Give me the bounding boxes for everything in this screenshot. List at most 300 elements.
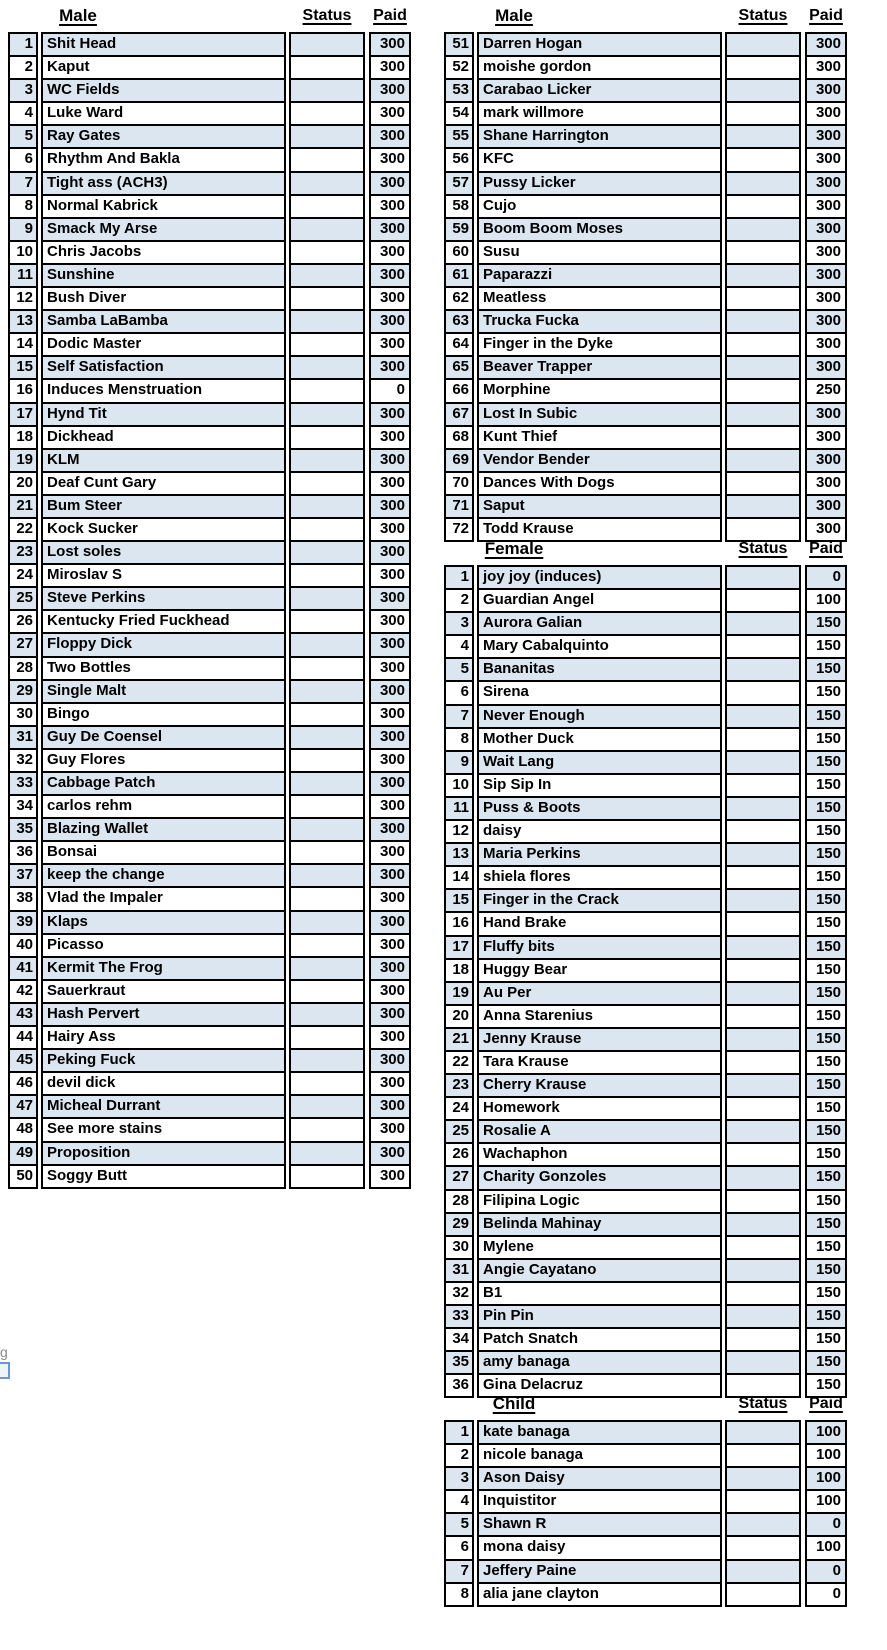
status-cell[interactable] <box>291 1119 363 1142</box>
row-number-cell[interactable]: 61 <box>446 265 472 288</box>
paid-cell[interactable]: 0 <box>807 1584 845 1605</box>
status-cell[interactable] <box>291 450 363 473</box>
status-cell[interactable] <box>727 404 799 427</box>
status-cell[interactable] <box>291 80 363 103</box>
row-number-cell[interactable]: 14 <box>10 334 36 357</box>
paid-cell[interactable]: 300 <box>371 819 409 842</box>
paid-cell[interactable]: 300 <box>371 265 409 288</box>
name-cell[interactable]: Huggy Bear <box>479 960 720 983</box>
paid-cell[interactable]: 300 <box>371 704 409 727</box>
name-cell[interactable]: Cujo <box>479 196 720 219</box>
name-cell[interactable]: Anna Starenius <box>479 1006 720 1029</box>
row-number-cell[interactable]: 2 <box>446 1445 472 1468</box>
name-cell[interactable]: Two Bottles <box>43 658 284 681</box>
row-number-cell[interactable]: 38 <box>10 888 36 911</box>
name-cell[interactable]: Hand Brake <box>479 913 720 936</box>
status-cell[interactable] <box>727 960 799 983</box>
status-cell[interactable] <box>291 149 363 172</box>
paid-cell[interactable]: 300 <box>807 173 845 196</box>
name-cell[interactable]: Hash Pervert <box>43 1004 284 1027</box>
name-cell[interactable]: Bonsai <box>43 842 284 865</box>
name-cell[interactable]: Kentucky Fried Fuckhead <box>43 611 284 634</box>
paid-cell[interactable]: 150 <box>807 1029 845 1052</box>
row-number-cell[interactable]: 29 <box>10 681 36 704</box>
status-cell[interactable] <box>291 750 363 773</box>
row-number-cell[interactable]: 56 <box>446 149 472 172</box>
name-cell[interactable]: Vendor Bender <box>479 450 720 473</box>
status-cell[interactable] <box>727 1260 799 1283</box>
row-number-cell[interactable]: 42 <box>10 981 36 1004</box>
paid-cell[interactable]: 300 <box>371 288 409 311</box>
paid-column-header[interactable]: Paid <box>809 540 843 557</box>
paid-cell[interactable]: 150 <box>807 1052 845 1075</box>
name-cell[interactable]: kate banaga <box>479 1422 720 1445</box>
name-cell[interactable]: Inquistitor <box>479 1491 720 1514</box>
row-number-cell[interactable]: 53 <box>446 80 472 103</box>
status-cell[interactable] <box>291 1027 363 1050</box>
paid-cell[interactable]: 150 <box>807 752 845 775</box>
row-number-cell[interactable]: 48 <box>10 1119 36 1142</box>
status-cell[interactable] <box>727 173 799 196</box>
status-cell[interactable] <box>291 634 363 657</box>
row-number-cell[interactable]: 6 <box>446 682 472 705</box>
row-number-cell[interactable]: 8 <box>446 1584 472 1605</box>
name-cell[interactable]: Mother Duck <box>479 729 720 752</box>
paid-cell[interactable]: 300 <box>371 1073 409 1096</box>
paid-cell[interactable]: 300 <box>807 450 845 473</box>
name-cell[interactable]: Saput <box>479 496 720 519</box>
name-cell[interactable]: Vlad the Impaler <box>43 888 284 911</box>
row-number-cell[interactable]: 21 <box>10 496 36 519</box>
name-cell[interactable]: Rosalie A <box>479 1121 720 1144</box>
paid-cell[interactable]: 300 <box>371 1096 409 1119</box>
row-number-cell[interactable]: 28 <box>446 1191 472 1214</box>
name-cell[interactable]: carlos rehm <box>43 796 284 819</box>
status-cell[interactable] <box>291 658 363 681</box>
paid-cell[interactable]: 300 <box>371 427 409 450</box>
status-cell[interactable] <box>727 34 799 57</box>
row-number-cell[interactable]: 25 <box>10 588 36 611</box>
paid-cell[interactable]: 150 <box>807 798 845 821</box>
status-cell[interactable] <box>291 519 363 542</box>
paid-cell[interactable]: 150 <box>807 1237 845 1260</box>
row-number-cell[interactable]: 41 <box>10 958 36 981</box>
status-cell[interactable] <box>291 242 363 265</box>
name-cell[interactable]: Pussy Licker <box>479 173 720 196</box>
name-cell[interactable]: Kaput <box>43 57 284 80</box>
name-cell[interactable]: KLM <box>43 450 284 473</box>
paid-cell[interactable]: 100 <box>807 1445 845 1468</box>
status-cell[interactable] <box>291 1073 363 1096</box>
status-cell[interactable] <box>727 1191 799 1214</box>
paid-cell[interactable]: 300 <box>371 888 409 911</box>
status-cell[interactable] <box>727 1584 799 1605</box>
paid-cell[interactable]: 300 <box>807 265 845 288</box>
paid-cell[interactable]: 300 <box>371 796 409 819</box>
status-cell[interactable] <box>727 357 799 380</box>
status-cell[interactable] <box>291 265 363 288</box>
status-cell[interactable] <box>291 542 363 565</box>
name-cell[interactable]: keep the change <box>43 865 284 888</box>
row-number-cell[interactable]: 22 <box>10 519 36 542</box>
status-cell[interactable] <box>291 34 363 57</box>
paid-cell[interactable]: 300 <box>807 404 845 427</box>
paid-cell[interactable]: 300 <box>371 634 409 657</box>
paid-cell[interactable]: 300 <box>371 935 409 958</box>
name-cell[interactable]: Angie Cayatano <box>479 1260 720 1283</box>
row-number-cell[interactable]: 49 <box>10 1143 36 1166</box>
name-cell[interactable]: Single Malt <box>43 681 284 704</box>
name-cell[interactable]: Lost In Subic <box>479 404 720 427</box>
paid-cell[interactable]: 300 <box>371 958 409 981</box>
name-cell[interactable]: Picasso <box>43 935 284 958</box>
paid-cell[interactable]: 300 <box>807 57 845 80</box>
name-cell[interactable]: Rhythm And Bakla <box>43 149 284 172</box>
name-cell[interactable]: amy banaga <box>479 1352 720 1375</box>
status-cell[interactable] <box>727 590 799 613</box>
row-number-cell[interactable]: 19 <box>10 450 36 473</box>
row-number-cell[interactable]: 62 <box>446 288 472 311</box>
paid-cell[interactable]: 150 <box>807 1260 845 1283</box>
name-cell[interactable]: Fluffy bits <box>479 937 720 960</box>
paid-cell[interactable]: 150 <box>807 1214 845 1237</box>
status-cell[interactable] <box>291 473 363 496</box>
section-title[interactable]: Female <box>484 539 544 558</box>
paid-cell[interactable]: 300 <box>371 1050 409 1073</box>
paid-cell[interactable]: 300 <box>807 519 845 540</box>
paid-cell[interactable]: 300 <box>371 242 409 265</box>
status-cell[interactable] <box>291 981 363 1004</box>
row-number-cell[interactable]: 3 <box>446 1468 472 1491</box>
row-number-cell[interactable]: 43 <box>10 1004 36 1027</box>
row-number-cell[interactable]: 70 <box>446 473 472 496</box>
paid-cell[interactable]: 100 <box>807 1491 845 1514</box>
status-cell[interactable] <box>291 427 363 450</box>
row-number-cell[interactable]: 27 <box>446 1167 472 1190</box>
name-cell[interactable]: mark willmore <box>479 103 720 126</box>
status-cell[interactable] <box>291 727 363 750</box>
paid-cell[interactable]: 300 <box>371 173 409 196</box>
paid-cell[interactable]: 300 <box>371 219 409 242</box>
status-cell[interactable] <box>727 1468 799 1491</box>
name-cell[interactable]: Finger in the Dyke <box>479 334 720 357</box>
row-number-cell[interactable]: 8 <box>10 196 36 219</box>
paid-cell[interactable]: 300 <box>371 681 409 704</box>
name-cell[interactable]: devil dick <box>43 1073 284 1096</box>
row-number-cell[interactable]: 6 <box>10 149 36 172</box>
paid-cell[interactable]: 300 <box>807 334 845 357</box>
status-cell[interactable] <box>727 1006 799 1029</box>
row-number-cell[interactable]: 68 <box>446 427 472 450</box>
row-number-cell[interactable]: 71 <box>446 496 472 519</box>
name-cell[interactable]: Paparazzi <box>479 265 720 288</box>
paid-cell[interactable]: 300 <box>807 427 845 450</box>
name-cell[interactable]: Jeffery Paine <box>479 1561 720 1584</box>
status-cell[interactable] <box>727 867 799 890</box>
paid-cell[interactable]: 300 <box>371 542 409 565</box>
name-cell[interactable]: Homework <box>479 1098 720 1121</box>
name-cell[interactable]: Susu <box>479 242 720 265</box>
status-cell[interactable] <box>291 681 363 704</box>
section-title[interactable]: Male <box>59 6 97 25</box>
row-number-cell[interactable]: 12 <box>446 821 472 844</box>
status-cell[interactable] <box>727 149 799 172</box>
name-cell[interactable]: Dickhead <box>43 427 284 450</box>
name-cell[interactable]: Kunt Thief <box>479 427 720 450</box>
paid-cell[interactable]: 0 <box>371 380 409 403</box>
status-cell[interactable] <box>727 821 799 844</box>
paid-cell[interactable]: 300 <box>371 750 409 773</box>
status-cell[interactable] <box>291 912 363 935</box>
status-cell[interactable] <box>727 1537 799 1560</box>
status-cell[interactable] <box>291 888 363 911</box>
paid-cell[interactable]: 100 <box>807 590 845 613</box>
status-cell[interactable] <box>291 704 363 727</box>
row-number-cell[interactable]: 7 <box>446 706 472 729</box>
name-cell[interactable]: Bush Diver <box>43 288 284 311</box>
paid-cell[interactable]: 300 <box>371 496 409 519</box>
status-column-header[interactable]: Status <box>738 7 788 24</box>
status-cell[interactable] <box>727 1214 799 1237</box>
status-cell[interactable] <box>727 380 799 403</box>
name-cell[interactable]: moishe gordon <box>479 57 720 80</box>
row-number-cell[interactable]: 1 <box>446 567 472 590</box>
status-cell[interactable] <box>727 890 799 913</box>
status-cell[interactable] <box>727 57 799 80</box>
row-number-cell[interactable]: 67 <box>446 404 472 427</box>
paid-cell[interactable]: 300 <box>371 473 409 496</box>
status-cell[interactable] <box>727 196 799 219</box>
row-number-cell[interactable]: 29 <box>446 1214 472 1237</box>
paid-cell[interactable]: 150 <box>807 913 845 936</box>
row-number-cell[interactable]: 34 <box>446 1329 472 1352</box>
row-number-cell[interactable]: 1 <box>10 34 36 57</box>
paid-cell[interactable]: 300 <box>371 865 409 888</box>
paid-cell[interactable]: 150 <box>807 1075 845 1098</box>
paid-cell[interactable]: 300 <box>371 334 409 357</box>
name-cell[interactable]: Wachaphon <box>479 1144 720 1167</box>
status-cell[interactable] <box>727 334 799 357</box>
status-cell[interactable] <box>727 473 799 496</box>
name-cell[interactable]: Lost soles <box>43 542 284 565</box>
row-number-cell[interactable]: 32 <box>446 1283 472 1306</box>
paid-cell[interactable]: 150 <box>807 682 845 705</box>
status-cell[interactable] <box>291 935 363 958</box>
name-cell[interactable]: Aurora Galian <box>479 613 720 636</box>
row-number-cell[interactable]: 59 <box>446 219 472 242</box>
row-number-cell[interactable]: 36 <box>446 1375 472 1396</box>
status-cell[interactable] <box>291 357 363 380</box>
name-cell[interactable]: Steve Perkins <box>43 588 284 611</box>
row-number-cell[interactable]: 19 <box>446 983 472 1006</box>
row-number-cell[interactable]: 16 <box>446 913 472 936</box>
paid-cell[interactable]: 300 <box>371 57 409 80</box>
row-number-cell[interactable]: 64 <box>446 334 472 357</box>
row-number-cell[interactable]: 8 <box>446 729 472 752</box>
paid-cell[interactable]: 300 <box>807 149 845 172</box>
paid-cell[interactable]: 250 <box>807 380 845 403</box>
status-cell[interactable] <box>291 1143 363 1166</box>
row-number-cell[interactable]: 46 <box>10 1073 36 1096</box>
row-number-cell[interactable]: 39 <box>10 912 36 935</box>
status-cell[interactable] <box>291 288 363 311</box>
paid-cell[interactable]: 300 <box>371 311 409 334</box>
paid-cell[interactable]: 150 <box>807 706 845 729</box>
status-cell[interactable] <box>727 937 799 960</box>
status-cell[interactable] <box>727 288 799 311</box>
row-number-cell[interactable]: 51 <box>446 34 472 57</box>
status-cell[interactable] <box>291 958 363 981</box>
paid-cell[interactable]: 150 <box>807 867 845 890</box>
name-cell[interactable]: joy joy (induces) <box>479 567 720 590</box>
name-cell[interactable]: KFC <box>479 149 720 172</box>
name-cell[interactable]: Never Enough <box>479 706 720 729</box>
paid-cell[interactable]: 150 <box>807 613 845 636</box>
status-cell[interactable] <box>291 1050 363 1073</box>
row-number-cell[interactable]: 63 <box>446 311 472 334</box>
row-number-cell[interactable]: 26 <box>10 611 36 634</box>
row-number-cell[interactable]: 30 <box>446 1237 472 1260</box>
row-number-cell[interactable]: 26 <box>446 1144 472 1167</box>
paid-cell[interactable]: 0 <box>807 567 845 590</box>
paid-cell[interactable]: 300 <box>371 34 409 57</box>
name-cell[interactable]: Shit Head <box>43 34 284 57</box>
name-cell[interactable]: Guy De Coensel <box>43 727 284 750</box>
status-cell[interactable] <box>727 983 799 1006</box>
name-cell[interactable]: Au Per <box>479 983 720 1006</box>
paid-cell[interactable]: 300 <box>371 404 409 427</box>
status-cell[interactable] <box>291 588 363 611</box>
paid-cell[interactable]: 100 <box>807 1537 845 1560</box>
name-cell[interactable]: Proposition <box>43 1143 284 1166</box>
name-cell[interactable]: Kock Sucker <box>43 519 284 542</box>
status-cell[interactable] <box>291 196 363 219</box>
row-number-cell[interactable]: 7 <box>10 173 36 196</box>
paid-cell[interactable]: 300 <box>371 611 409 634</box>
paid-cell[interactable]: 300 <box>807 34 845 57</box>
row-number-cell[interactable]: 4 <box>10 103 36 126</box>
row-number-cell[interactable]: 12 <box>10 288 36 311</box>
paid-cell[interactable]: 150 <box>807 636 845 659</box>
row-number-cell[interactable]: 7 <box>446 1561 472 1584</box>
name-cell[interactable]: Self Satisfaction <box>43 357 284 380</box>
status-column-header[interactable]: Status <box>738 1395 788 1412</box>
row-number-cell[interactable]: 37 <box>10 865 36 888</box>
paid-cell[interactable]: 300 <box>371 1119 409 1142</box>
name-cell[interactable]: Meatless <box>479 288 720 311</box>
paid-cell[interactable]: 300 <box>807 242 845 265</box>
name-cell[interactable]: Shane Harrington <box>479 126 720 149</box>
status-cell[interactable] <box>727 1283 799 1306</box>
row-number-cell[interactable]: 31 <box>10 727 36 750</box>
name-cell[interactable]: Filipina Logic <box>479 1191 720 1214</box>
row-number-cell[interactable]: 55 <box>446 126 472 149</box>
status-cell[interactable] <box>727 567 799 590</box>
row-number-cell[interactable]: 24 <box>10 565 36 588</box>
row-number-cell[interactable]: 5 <box>446 1514 472 1537</box>
status-cell[interactable] <box>727 1306 799 1329</box>
name-cell[interactable]: Kermit The Frog <box>43 958 284 981</box>
row-number-cell[interactable]: 1 <box>446 1422 472 1445</box>
row-number-cell[interactable]: 18 <box>10 427 36 450</box>
paid-cell[interactable]: 300 <box>371 842 409 865</box>
row-number-cell[interactable]: 33 <box>10 773 36 796</box>
status-cell[interactable] <box>727 450 799 473</box>
paid-cell[interactable]: 150 <box>807 1283 845 1306</box>
name-cell[interactable]: Induces Menstruation <box>43 380 284 403</box>
name-cell[interactable]: Beaver Trapper <box>479 357 720 380</box>
status-cell[interactable] <box>291 796 363 819</box>
paid-cell[interactable]: 300 <box>371 658 409 681</box>
status-cell[interactable] <box>727 1445 799 1468</box>
name-cell[interactable]: Carabao Licker <box>479 80 720 103</box>
paid-column-header[interactable]: Paid <box>809 7 843 24</box>
name-cell[interactable]: daisy <box>479 821 720 844</box>
name-cell[interactable]: Sunshine <box>43 265 284 288</box>
name-cell[interactable]: Sauerkraut <box>43 981 284 1004</box>
name-cell[interactable]: Patch Snatch <box>479 1329 720 1352</box>
row-number-cell[interactable]: 50 <box>10 1166 36 1187</box>
paid-cell[interactable]: 300 <box>371 773 409 796</box>
row-number-cell[interactable]: 65 <box>446 357 472 380</box>
row-number-cell[interactable]: 17 <box>446 937 472 960</box>
status-cell[interactable] <box>727 798 799 821</box>
status-cell[interactable] <box>291 404 363 427</box>
paid-cell[interactable]: 300 <box>371 126 409 149</box>
status-cell[interactable] <box>727 1144 799 1167</box>
status-cell[interactable] <box>727 729 799 752</box>
row-number-cell[interactable]: 45 <box>10 1050 36 1073</box>
paid-cell[interactable]: 300 <box>807 473 845 496</box>
paid-cell[interactable]: 100 <box>807 1422 845 1445</box>
row-number-cell[interactable]: 21 <box>446 1029 472 1052</box>
status-cell[interactable] <box>291 496 363 519</box>
name-cell[interactable]: Maria Perkins <box>479 844 720 867</box>
name-cell[interactable]: Trucka Fucka <box>479 311 720 334</box>
paid-column-header[interactable]: Paid <box>809 1395 843 1412</box>
name-cell[interactable]: Mylene <box>479 1237 720 1260</box>
status-cell[interactable] <box>291 1004 363 1027</box>
section-title[interactable]: Male <box>495 6 533 25</box>
status-cell[interactable] <box>291 219 363 242</box>
name-cell[interactable]: Bum Steer <box>43 496 284 519</box>
status-cell[interactable] <box>727 913 799 936</box>
status-cell[interactable] <box>727 636 799 659</box>
row-number-cell[interactable]: 69 <box>446 450 472 473</box>
row-number-cell[interactable]: 9 <box>446 752 472 775</box>
name-cell[interactable]: Dances With Dogs <box>479 473 720 496</box>
paid-cell[interactable]: 300 <box>807 496 845 519</box>
status-cell[interactable] <box>291 103 363 126</box>
name-cell[interactable]: Peking Fuck <box>43 1050 284 1073</box>
paid-cell[interactable]: 300 <box>371 1004 409 1027</box>
name-cell[interactable]: Todd Krause <box>479 519 720 540</box>
name-cell[interactable]: alia jane clayton <box>479 1584 720 1605</box>
status-cell[interactable] <box>727 1514 799 1537</box>
paid-cell[interactable]: 150 <box>807 844 845 867</box>
row-number-cell[interactable]: 44 <box>10 1027 36 1050</box>
paid-cell[interactable]: 0 <box>807 1514 845 1537</box>
status-cell[interactable] <box>727 1237 799 1260</box>
row-number-cell[interactable]: 30 <box>10 704 36 727</box>
status-cell[interactable] <box>291 865 363 888</box>
name-cell[interactable]: Cherry Krause <box>479 1075 720 1098</box>
status-cell[interactable] <box>727 219 799 242</box>
row-number-cell[interactable]: 3 <box>446 613 472 636</box>
status-cell[interactable] <box>727 242 799 265</box>
row-number-cell[interactable]: 16 <box>10 380 36 403</box>
paid-cell[interactable]: 300 <box>371 1143 409 1166</box>
